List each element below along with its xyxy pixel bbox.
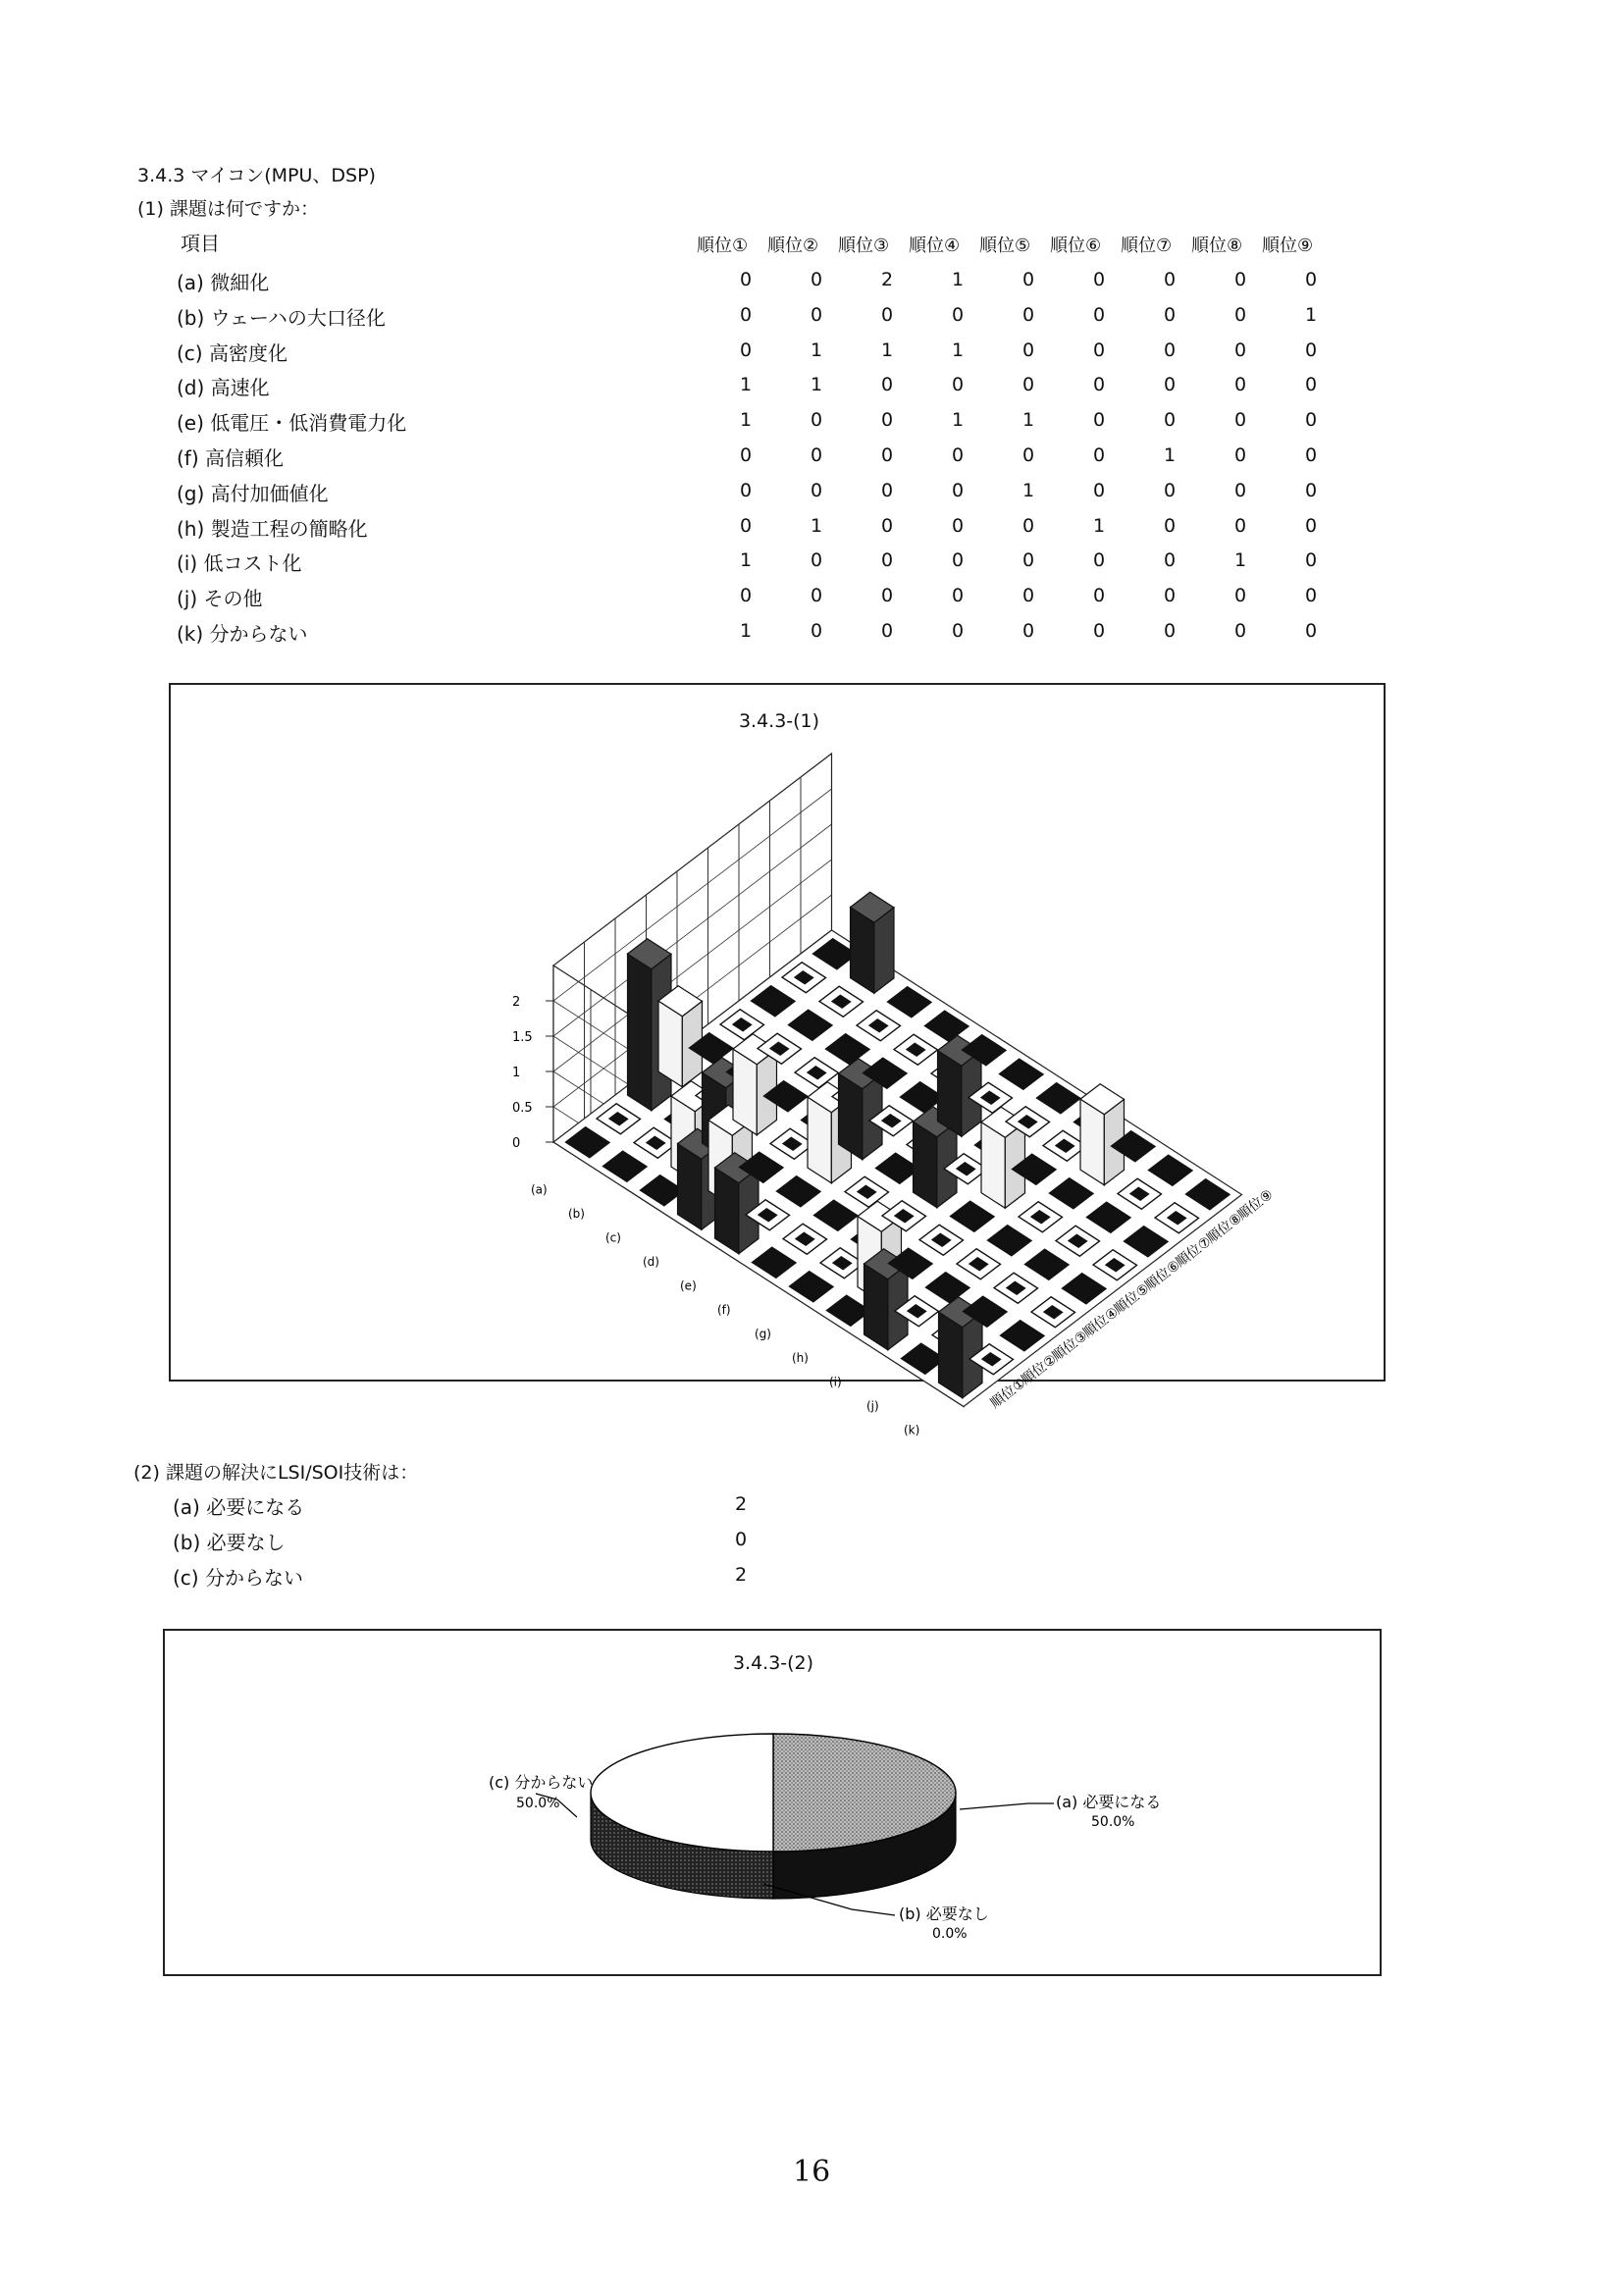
- table-cell: 1: [739, 620, 753, 642]
- table-cell: 0: [1092, 585, 1106, 607]
- rank-header: 順位⑤: [979, 235, 1031, 256]
- rank-header: 順位③: [838, 235, 890, 256]
- table-row-label: (h) 製造工程の簡略化: [177, 516, 368, 541]
- pie-label-c-name: (c) 分からない: [489, 1773, 594, 1792]
- table-cell: 0: [739, 479, 753, 501]
- series-label: 順位⑧: [1204, 1210, 1246, 1247]
- category-label: (d): [643, 1254, 659, 1269]
- table-cell: 0: [1163, 620, 1177, 642]
- z-tick-label: 1: [512, 1066, 521, 1080]
- table-cell: 0: [1092, 374, 1106, 396]
- chart-2-title: 3.4.3-(2): [732, 1652, 814, 1674]
- table-cell: 0: [951, 303, 965, 326]
- table-cell: 0: [880, 549, 894, 572]
- table-cell: 0: [1304, 409, 1318, 432]
- table-cell: 0: [951, 549, 965, 572]
- table-cell: 1: [810, 374, 823, 396]
- table-cell: 0: [1233, 269, 1247, 290]
- table-cell: 0: [1304, 479, 1318, 501]
- table-cell: 0: [951, 620, 965, 642]
- category-label: (i): [829, 1375, 842, 1389]
- table-row-label: (i) 低コスト化: [177, 551, 302, 576]
- table-cell: 1: [739, 549, 753, 572]
- series-label: 順位②: [1019, 1351, 1061, 1388]
- z-tick-label: 0: [512, 1136, 521, 1151]
- table-cell: 0: [1092, 479, 1106, 501]
- table-row-label: (j) その他: [177, 587, 263, 611]
- table-cell: 0: [1304, 549, 1318, 572]
- rank-header: 順位①: [697, 235, 749, 256]
- table-cell: 0: [1163, 549, 1177, 572]
- category-label: (f): [717, 1302, 731, 1317]
- z-tick-label: 1.5: [512, 1030, 533, 1045]
- table-cell: 0: [1092, 620, 1106, 642]
- table-cell: 1: [880, 339, 894, 361]
- table-cell: 0: [951, 585, 965, 607]
- leader-line-a: [960, 1803, 1054, 1809]
- table-cell: 0: [880, 409, 894, 432]
- table-cell: 0: [1092, 339, 1106, 361]
- table-cell: 0: [1233, 303, 1247, 326]
- q2-row-value: 2: [734, 1564, 748, 1586]
- series-label: 順位⑤: [1111, 1280, 1153, 1318]
- z-tick-label: 0.5: [512, 1101, 533, 1116]
- table-cell: 0: [1021, 339, 1035, 361]
- table-row-label: (d) 高速化: [177, 376, 270, 400]
- q2-row-value: 2: [734, 1493, 748, 1515]
- rank-header: 順位⑧: [1191, 235, 1243, 256]
- table-row-label: (a) 微細化: [177, 271, 270, 294]
- category-label: (g): [755, 1327, 771, 1341]
- table-cell: 0: [880, 374, 894, 396]
- table-cell: 0: [1233, 374, 1247, 396]
- q2-row-label: (a) 必要になる: [173, 1495, 305, 1519]
- table-row-label: (k) 分からない: [177, 622, 308, 646]
- table-cell: 0: [739, 514, 753, 537]
- chart-1-plot: [171, 685, 1384, 1437]
- table-cell: 0: [1021, 374, 1035, 396]
- table-cell: 0: [1021, 444, 1035, 466]
- table-cell: 0: [1021, 514, 1035, 537]
- q2-row-label: (b) 必要なし: [173, 1531, 286, 1554]
- pie-label-a-pct: 50.0%: [1091, 1814, 1135, 1830]
- table-cell: 0: [1233, 620, 1247, 642]
- table-cell: 1: [1021, 479, 1035, 501]
- table-cell: 0: [951, 479, 965, 501]
- table-cell: 0: [739, 444, 753, 466]
- table-cell: 0: [810, 303, 823, 326]
- table-cell: 1: [951, 339, 965, 361]
- table-cell: 1: [1092, 514, 1106, 537]
- table-row-label: (b) ウェーハの大口径化: [177, 305, 386, 330]
- series-label: 順位⑥: [1142, 1257, 1184, 1294]
- chart-2-plot: [165, 1631, 1380, 1974]
- z-tick-label: 2: [512, 995, 521, 1010]
- table-cell: 0: [951, 514, 965, 537]
- table-cell: 0: [1163, 374, 1177, 396]
- item-header: 項目: [181, 232, 220, 255]
- table-cell: 0: [1021, 549, 1035, 572]
- table-cell: 0: [1233, 409, 1247, 432]
- table-cell: 0: [1163, 303, 1177, 326]
- chart-1-title: 3.4.3-(1): [738, 710, 820, 732]
- table-cell: 0: [1163, 269, 1177, 290]
- table-cell: 0: [1021, 303, 1035, 326]
- table-cell: 0: [880, 514, 894, 537]
- table-cell: 1: [1233, 549, 1247, 572]
- table-cell: 0: [880, 479, 894, 501]
- table-cell: 0: [1092, 549, 1106, 572]
- table-row-label: (c) 高密度化: [177, 340, 288, 365]
- table-cell: 0: [739, 303, 753, 326]
- table-cell: 2: [880, 269, 894, 290]
- table-cell: 0: [1092, 269, 1106, 290]
- table-cell: 0: [951, 444, 965, 466]
- table-cell: 0: [810, 549, 823, 572]
- pie-label-c-pct: 50.0%: [516, 1796, 560, 1811]
- table-cell: 0: [739, 339, 753, 361]
- series-label: 順位⑨: [1234, 1186, 1277, 1224]
- table-row-label: (g) 高付加価値化: [177, 481, 329, 505]
- table-cell: 0: [1233, 585, 1247, 607]
- table-row-label: (f) 高信頼化: [177, 446, 285, 470]
- table-cell: 0: [1021, 269, 1035, 290]
- rank-header: 順位⑥: [1050, 235, 1102, 256]
- chart-pie: [163, 1629, 1382, 1976]
- table-cell: 0: [739, 585, 753, 607]
- table-cell: 0: [880, 444, 894, 466]
- rank-header: 順位②: [767, 235, 819, 256]
- table-row-label: (e) 低電圧・低消費電力化: [177, 411, 407, 436]
- table-cell: 0: [810, 409, 823, 432]
- table-cell: 0: [1304, 620, 1318, 642]
- table-cell: 0: [1304, 585, 1318, 607]
- table-cell: 0: [1092, 444, 1106, 466]
- table-cell: 0: [1163, 514, 1177, 537]
- question-2-title: (2) 課題の解決にLSI/SOI技術は：: [133, 1462, 419, 1484]
- table-cell: 1: [1021, 409, 1035, 432]
- pie-label-b-name: (b) 必要なし: [899, 1905, 989, 1923]
- table-cell: 1: [951, 269, 965, 290]
- table-cell: 0: [739, 269, 753, 290]
- table-cell: 0: [880, 585, 894, 607]
- table-cell: 0: [1304, 514, 1318, 537]
- rank-header: 順位⑦: [1121, 235, 1173, 256]
- rank-header: 順位④: [909, 235, 961, 256]
- table-cell: 0: [1233, 444, 1247, 466]
- q2-row-value: 0: [734, 1529, 748, 1550]
- table-cell: 0: [810, 444, 823, 466]
- table-cell: 1: [810, 339, 823, 361]
- table-cell: 0: [1092, 303, 1106, 326]
- table-cell: 1: [739, 409, 753, 432]
- table-cell: 0: [1163, 409, 1177, 432]
- series-label: 順位③: [1049, 1328, 1091, 1365]
- table-cell: 0: [810, 620, 823, 642]
- table-cell: 0: [1233, 514, 1247, 537]
- table-cell: 1: [951, 409, 965, 432]
- category-label: (c): [605, 1230, 621, 1245]
- table-cell: 0: [1304, 444, 1318, 466]
- category-label: (j): [866, 1398, 879, 1413]
- pie-label-a-name: (a) 必要になる: [1056, 1793, 1162, 1811]
- table-cell: 0: [810, 585, 823, 607]
- table-cell: 0: [1163, 339, 1177, 361]
- table-cell: 0: [1304, 374, 1318, 396]
- rank-header: 順位⑨: [1262, 235, 1314, 256]
- table-cell: 0: [810, 269, 823, 290]
- table-cell: 0: [1021, 585, 1035, 607]
- bar-face-left: [628, 954, 652, 1111]
- table-cell: 1: [810, 514, 823, 537]
- table-cell: 0: [1163, 479, 1177, 501]
- category-label: (k): [904, 1423, 920, 1437]
- table-cell: 0: [951, 374, 965, 396]
- chart-3d-columns: [169, 683, 1386, 1437]
- table-cell: 0: [810, 479, 823, 501]
- section-title: 3.4.3 マイコン(MPU、DSP): [137, 165, 376, 186]
- table-cell: 0: [880, 303, 894, 326]
- table-cell: 0: [1092, 409, 1106, 432]
- pie-label-b-pct: 0.0%: [932, 1926, 968, 1942]
- category-label: (e): [680, 1278, 697, 1293]
- category-label: (a): [531, 1182, 548, 1197]
- series-label: 順位⑦: [1173, 1233, 1215, 1271]
- table-cell: 0: [1233, 339, 1247, 361]
- question-1-title: (1) 課題は何ですか：: [137, 198, 319, 220]
- page-number: 16: [793, 2155, 831, 2189]
- table-cell: 1: [739, 374, 753, 396]
- series-label: 順位①: [987, 1375, 1029, 1412]
- table-cell: 0: [1304, 269, 1318, 290]
- table-cell: 0: [1021, 620, 1035, 642]
- category-label: (h): [792, 1350, 809, 1365]
- series-label: 順位④: [1080, 1304, 1123, 1341]
- table-cell: 0: [1163, 585, 1177, 607]
- table-cell: 0: [880, 620, 894, 642]
- table-cell: 0: [1233, 479, 1247, 501]
- table-cell: 0: [1304, 339, 1318, 361]
- table-cell: 1: [1304, 303, 1318, 326]
- category-label: (b): [568, 1206, 585, 1221]
- table-cell: 1: [1163, 444, 1177, 466]
- q2-row-label: (c) 分からない: [173, 1566, 303, 1590]
